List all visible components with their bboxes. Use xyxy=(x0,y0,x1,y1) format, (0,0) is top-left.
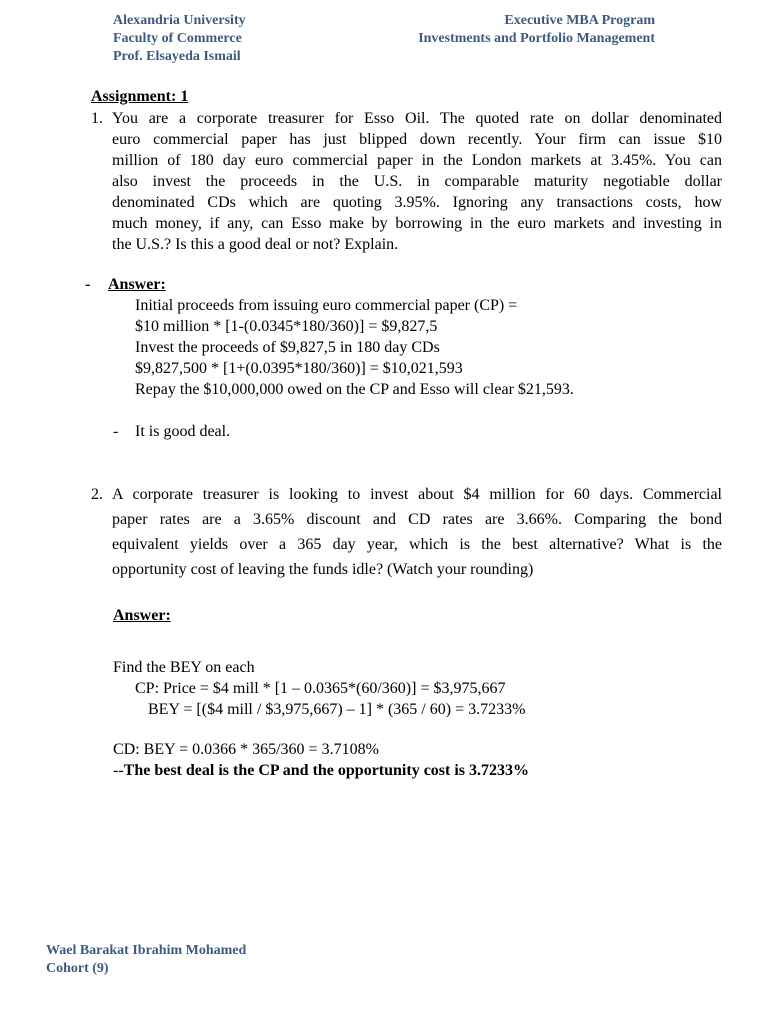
author-name: Wael Barakat Ibrahim Mohamed xyxy=(46,943,247,958)
answer-2-cp-price: CP: Price = $4 mill * [1 – 0.0365*(60/360)] = $3,975,667 xyxy=(135,680,506,697)
answer-2-find: Find the BEY on each xyxy=(113,659,255,676)
university-name: Alexandria University xyxy=(113,13,246,28)
question-1-line: euro commercial paper has just blipped down recently. Your firm can issue $10 xyxy=(112,131,722,148)
answer-2-cp-bey: BEY = [($4 mill / $3,975,667) – 1] * (365 / 60) = 3.7233% xyxy=(148,701,526,718)
question-2-number: 2. xyxy=(91,486,103,503)
header-right xyxy=(418,12,655,48)
answer-1-label: Answer: xyxy=(108,276,166,293)
answer-1-line: Invest the proceeds of $9,827,5 in 180 day CDs xyxy=(135,339,440,356)
question-2-text xyxy=(112,482,722,582)
answer-1-conclusion: It is good deal. xyxy=(135,423,231,440)
answer-2-cd-bey: CD: BEY = 0.0366 * 365/360 = 3.7108% xyxy=(113,741,379,758)
answer-2-conclusion xyxy=(113,760,529,781)
question-1-text xyxy=(112,108,722,255)
answer-1-line: $10 million * [1-(0.0345*180/360)] = $9,827,5 xyxy=(135,318,438,335)
question-1-line: also invest the proceeds in the U.S. in comparable maturity negotiable dollar xyxy=(112,173,722,190)
question-1-line: much money, if any, can Esso make by borrowing in the euro markets and investing in xyxy=(112,215,722,232)
program-name: Executive MBA Program xyxy=(504,13,655,28)
header-left xyxy=(113,12,246,66)
answer-1-line: Repay the $10,000,000 owed on the CP and Esso will clear $21,593. xyxy=(135,381,574,398)
answer-1-bullet: - xyxy=(85,276,91,293)
answer-1-conclusion-bullet: - xyxy=(113,423,119,440)
question-2-line: opportunity cost of leaving the funds idle? (Watch your rounding) xyxy=(112,561,534,578)
course-name: Investments and Portfolio Management xyxy=(418,31,655,46)
professor-name: Prof. Elsayeda Ismail xyxy=(113,49,241,64)
question-2-line: equivalent yields over a 365 day year, which is the best alternative? What is the xyxy=(112,536,722,553)
question-2-line: A corporate treasurer is looking to invest about $4 million for 60 days. Commercial xyxy=(112,486,722,503)
cohort: Cohort (9) xyxy=(46,961,109,976)
question-1-line: denominated CDs which are quoting 3.95%. Ignoring any transactions costs, how xyxy=(112,194,722,211)
question-1-number: 1. xyxy=(91,110,103,127)
answer-2-conclusion-prefix: -- xyxy=(113,762,124,779)
question-1-line: the U.S.? Is this a good deal or not? Explain. xyxy=(112,236,399,253)
faculty-name: Faculty of Commerce xyxy=(113,31,242,46)
question-2-line: paper rates are a 3.65% discount and CD rates are 3.66%. Comparing the bond xyxy=(112,511,722,528)
answer-2-conclusion-text: The best deal is the CP and the opportunity cost is 3.7233% xyxy=(123,762,530,779)
answer-1-line: Initial proceeds from issuing euro commercial paper (CP) = xyxy=(135,297,518,314)
assignment-title: Assignment: 1 xyxy=(91,88,189,105)
answer-1-line: $9,827,500 * [1+(0.0395*180/360)] = $10,021,593 xyxy=(135,360,463,377)
question-1-line: million of 180 day euro commercial paper in the London markets at 3.45%. You can xyxy=(112,152,722,169)
footer xyxy=(46,942,246,978)
question-1-line: You are a corporate treasurer for Esso Oil. The quoted rate on dollar denominated xyxy=(112,110,722,127)
answer-2-label: Answer: xyxy=(113,607,171,624)
